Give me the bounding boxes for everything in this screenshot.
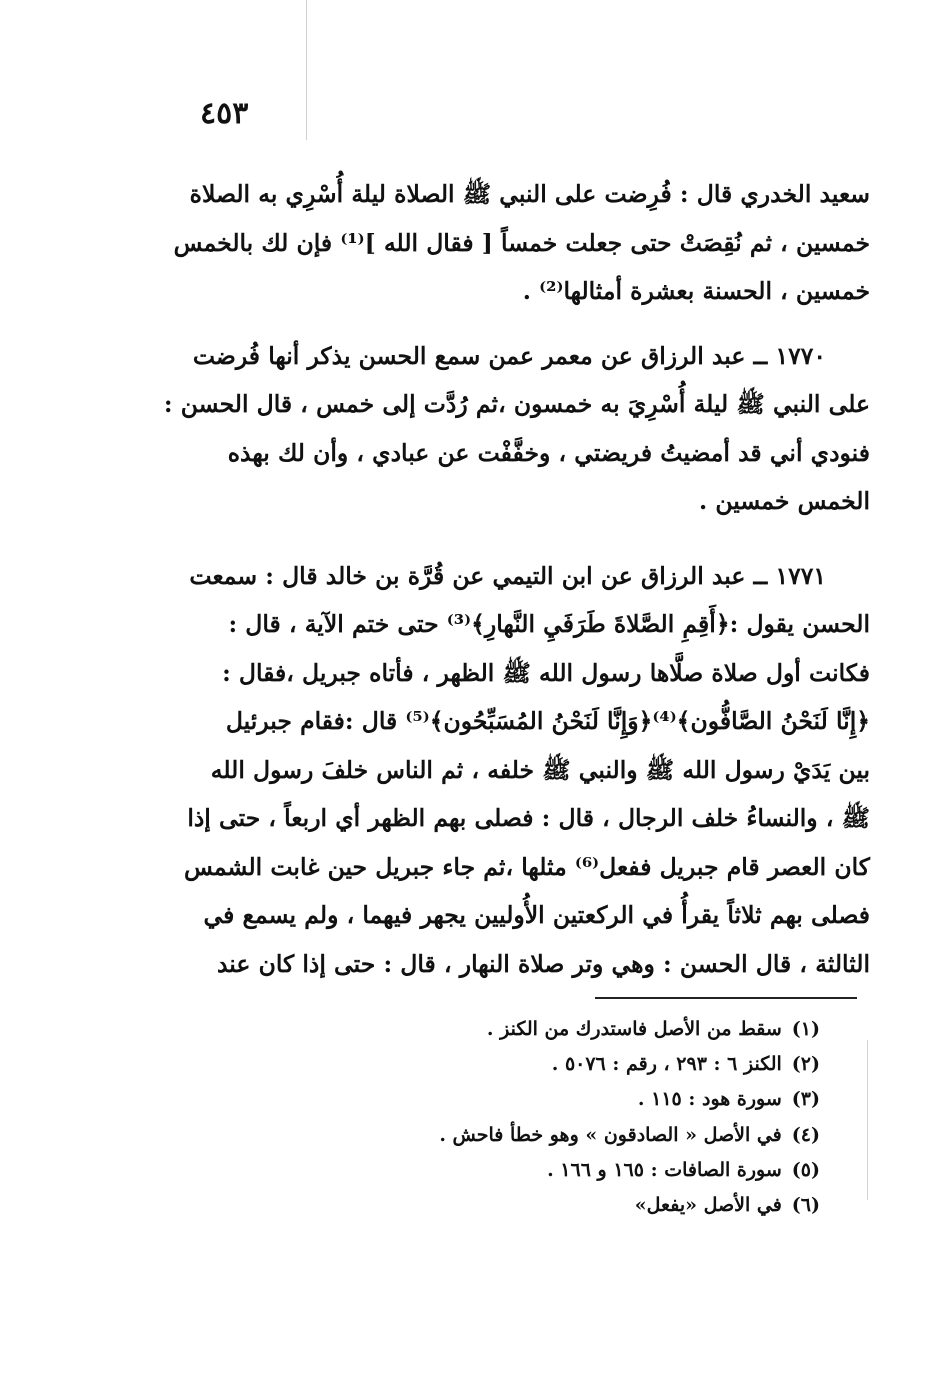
text-line: بين يَدَيْ رسول الله ﷺ والنبي ﷺ خلفه ، ثم الناس خلفَ رسول الله [210,755,870,784]
footnote [300,1047,820,1082]
text-line: فصلى بهم ثلاثاً يقرأُ في الركعتين الأُوليين يجهر فيهما ، ولم يسمع في [203,901,870,929]
margin-mark [867,1040,868,1200]
text-line: كان العصر قام جبريل ففعل⁽⁶⁾ مثلها ،ثم جاء جبريل حين غابت الشمس [183,852,870,881]
footnote [300,1082,820,1117]
text-line: سعيد الخدري قال : فُرِضت على النبي ﷺ الصلاة ليلة أُسْرِي به الصلاة [189,180,870,208]
footnote-text: في الأصل « الصادقون » وهو خطأ فاحش . [439,1123,782,1146]
text-line: خمسين ، الحسنة بعشرة أمثالها⁽²⁾ . [522,277,870,305]
footnotes [300,1012,820,1223]
paragraph-1771 [160,552,870,989]
text-line: خمسين ، ثم نُقِصَتْ حتى جعلت خمساً [ فقال الله ]⁽¹⁾ فإن لك بالخمس [173,228,870,257]
text-line: ١٧٧١ ــ عبد الرزاق عن ابن التيمي عن قُرَّة بن خالد قال : سمعت [189,561,826,590]
paragraph-1 [160,170,870,316]
gutter-line [306,0,307,140]
footnote [300,1153,820,1188]
page-number: ٤٥٣ [200,96,249,131]
text-line: الخمس خمسين . [698,487,870,515]
text-line: على النبي ﷺ ليلة أُسْرِيَ به خمسون ،ثم رُدَّت إلى خمس ، قال الحسن : [163,390,870,418]
footnote [300,1188,820,1223]
footnote [300,1118,820,1153]
text-line: فكانت أول صلاة صلَّاها رسول الله ﷺ الظهر ، فأتاه جبريل ،فقال : [222,658,870,687]
text-line: ﴿إِنَّا لَنَحْنُ الصَّافُّون﴾⁽⁴⁾﴿وَإِنَّا لَنَحْنُ المُسَبِّحُون﴾⁽⁵⁾ قال :فقام جبرئيل [225,707,870,735]
footnote-separator [595,997,857,999]
text-line: الحسن يقول :﴿أَقِمِ الصَّلاةَ طَرَفَيِ النَّهارِ﴾⁽³⁾ حتى ختم الآية ، قال : [228,610,870,638]
footnote-number: (١) [791,1018,820,1040]
paragraph-1770 [160,332,870,526]
text-line: ١٧٧٠ ــ عبد الرزاق عن معمر عمن سمع الحسن يذكر أنها فُرضت [192,341,826,370]
footnote-number: (٢) [791,1053,820,1076]
footnote [300,1012,820,1047]
main-text [160,170,870,988]
text-line: فنودي أني قد أمضيتُ فريضتي ، وخفَّفْت عن عبادي ، وأن لك بهذه [227,438,870,467]
footnote-text: الكنز ٦ : ٢٩٣ ، رقم : ٥٠٧٦ . [551,1053,782,1076]
text-line: الثالثة ، قال الحسن : وهي وتر صلاة النهار ، قال : حتى إذا كان عند [216,949,870,978]
footnote-text: في الأصل «يفعل» [634,1194,782,1217]
footnote-number: (٦) [791,1194,820,1217]
text-line: ﷺ ، والنساءُ خلف الرجال ، قال : فصلى بهم الظهر أي اربعاً ، حتى إذا [187,804,870,832]
footnote-number: (٥) [791,1158,820,1181]
footnote-number: (٤) [791,1123,820,1146]
footnote-text: سورة الصافات : ١٦٥ و ١٦٦ . [547,1158,782,1181]
footnote-number: (٣) [791,1088,820,1111]
footnote-text: سورة هود : ١١٥ . [637,1088,782,1111]
footnote-text: سقط من الأصل فاستدرك من الكنز . [486,1018,782,1040]
